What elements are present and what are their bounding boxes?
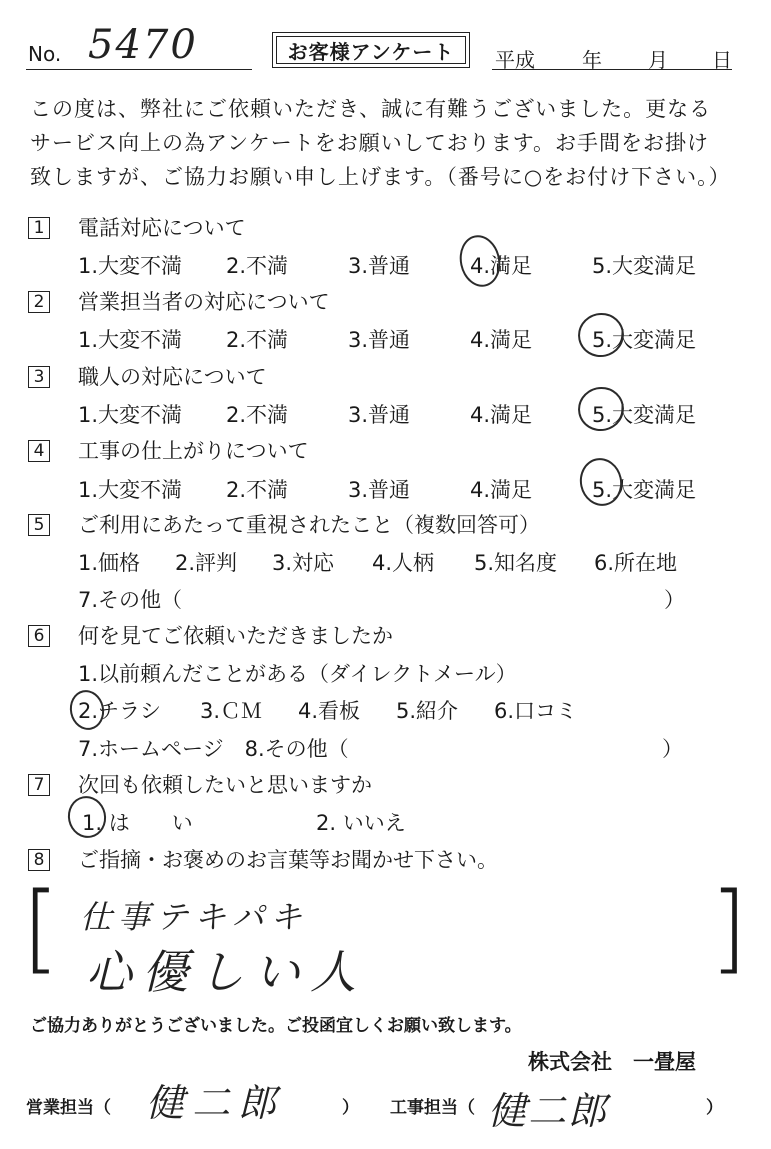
q1-selection-circle <box>455 231 505 290</box>
question-number-8: 8 <box>28 849 50 871</box>
comment-line-1: 仕事テキパキ <box>80 898 309 936</box>
date-month: 月 <box>648 48 668 72</box>
q6-option-5[interactable]: 5.紹介 <box>396 699 459 723</box>
thanks-message: ご協力ありがとうございました。ご投函宜しくお願い致します。 <box>30 1016 522 1036</box>
date-day: 日 <box>712 48 732 72</box>
q6-option-4[interactable]: 4.看板 <box>298 699 361 723</box>
q5-option-7-other[interactable]: 7.その他（ <box>78 588 183 612</box>
intro-line-3: 致しますが、ご協力お願い申し上げます。（番号に○をお付け下さい。） <box>30 165 731 189</box>
q3-option-5[interactable]: 5.大変満足 <box>592 403 697 427</box>
q5-option-5[interactable]: 5.知名度 <box>474 551 558 575</box>
works-close: ） <box>706 1098 723 1118</box>
question-number-3: 3 <box>28 366 50 388</box>
q2-option-2[interactable]: 2.不満 <box>226 328 289 352</box>
number-label: No. <box>28 42 62 66</box>
question-6-text: 何を見てご依頼いただきましたか <box>78 624 393 648</box>
date-year: 年 <box>582 48 602 72</box>
q4-option-3[interactable]: 3.普通 <box>348 478 411 502</box>
q3-option-1[interactable]: 1.大変不満 <box>78 403 183 427</box>
q5-option-2[interactable]: 2.評判 <box>175 551 238 575</box>
survey-title: お客様アンケート <box>276 36 466 64</box>
question-number-7: 7 <box>28 774 50 796</box>
q6-other-close: ） <box>662 737 683 761</box>
q3-option-3[interactable]: 3.普通 <box>348 403 411 427</box>
q2-option-3[interactable]: 3.普通 <box>348 328 411 352</box>
q1-option-5[interactable]: 5.大変満足 <box>592 254 697 278</box>
q5-option-1[interactable]: 1.価格 <box>78 551 141 575</box>
company-name: 株式会社 一畳屋 <box>528 1050 696 1074</box>
question-7-text: 次回も依頼したいと思いますか <box>78 773 372 797</box>
sales-signature: 健二郎 <box>146 1081 285 1125</box>
intro-line-1: この度は、弊社にご依頼いただき、誠に有難うございました。更なる <box>30 97 712 121</box>
q1-option-2[interactable]: 2.不満 <box>226 254 289 278</box>
works-signature: 健二郎 <box>488 1089 609 1133</box>
q5-option-6[interactable]: 6.所在地 <box>594 551 678 575</box>
q4-option-1[interactable]: 1.大変不満 <box>78 478 183 502</box>
survey-title-box <box>272 32 470 68</box>
question-4-text: 工事の仕上がりについて <box>78 439 309 463</box>
q6-option-1[interactable]: 1.以前頼んだことがある（ダイレクトメール） <box>78 662 517 686</box>
question-5-text: ご利用にあたって重視されたこと（複数回答可） <box>78 513 540 537</box>
question-8-text: ご指摘・お褒めのお言葉等お聞かせ下さい。 <box>78 848 498 872</box>
works-label: 工事担当（ <box>390 1098 475 1118</box>
q7-option-no[interactable]: 2. いいえ <box>316 811 406 835</box>
question-number-2: 2 <box>28 291 50 313</box>
question-1-text: 電話対応について <box>78 216 246 240</box>
q3-option-4[interactable]: 4.満足 <box>470 403 533 427</box>
q2-option-4[interactable]: 4.満足 <box>470 328 533 352</box>
q6-option-2[interactable]: 2.チラシ <box>78 699 162 723</box>
question-number-6: 6 <box>28 625 50 647</box>
comment-bracket-close: ] <box>710 872 748 984</box>
q5-option-3[interactable]: 3.対応 <box>272 551 335 575</box>
sales-label: 営業担当（ <box>26 1098 111 1118</box>
number-underline <box>26 69 252 70</box>
q2-option-5[interactable]: 5.大変満足 <box>592 328 697 352</box>
question-3-text: 職人の対応について <box>78 365 267 389</box>
q3-option-2[interactable]: 2.不満 <box>226 403 289 427</box>
sales-close: ） <box>342 1098 359 1118</box>
q5-option-4[interactable]: 4.人柄 <box>372 551 435 575</box>
q5-other-close: ） <box>664 588 685 612</box>
date-underline <box>492 69 732 70</box>
question-number-5: 5 <box>28 514 50 536</box>
question-number-4: 4 <box>28 440 50 462</box>
survey-number: 5470 <box>88 22 198 68</box>
question-number-1: 1 <box>28 217 50 239</box>
q4-option-4[interactable]: 4.満足 <box>470 478 533 502</box>
q7-option-yes[interactable]: 1. は い <box>82 811 193 835</box>
q1-option-4[interactable]: 4.満足 <box>470 254 533 278</box>
intro-line-2: サービス向上の為アンケートをお願いしております。お手間をお掛け <box>30 131 710 155</box>
date-era: 平成 <box>495 48 535 72</box>
comment-bracket-open: [ <box>22 872 60 984</box>
comment-line-2: 心優しい人 <box>86 945 366 999</box>
q2-option-1[interactable]: 1.大変不満 <box>78 328 183 352</box>
q6-option-7-8-other[interactable]: 7.ホームページ 8.その他（ <box>78 737 349 761</box>
q1-option-3[interactable]: 3.普通 <box>348 254 411 278</box>
q6-selection-circle <box>66 687 108 733</box>
question-2-text: 営業担当者の対応について <box>78 290 330 314</box>
q4-option-2[interactable]: 2.不満 <box>226 478 289 502</box>
q6-option-3[interactable]: 3.ＣＭ <box>200 699 263 723</box>
q1-option-1[interactable]: 1.大変不満 <box>78 254 183 278</box>
q6-option-6[interactable]: 6.口コミ <box>494 699 578 723</box>
q4-option-5[interactable]: 5.大変満足 <box>592 478 697 502</box>
